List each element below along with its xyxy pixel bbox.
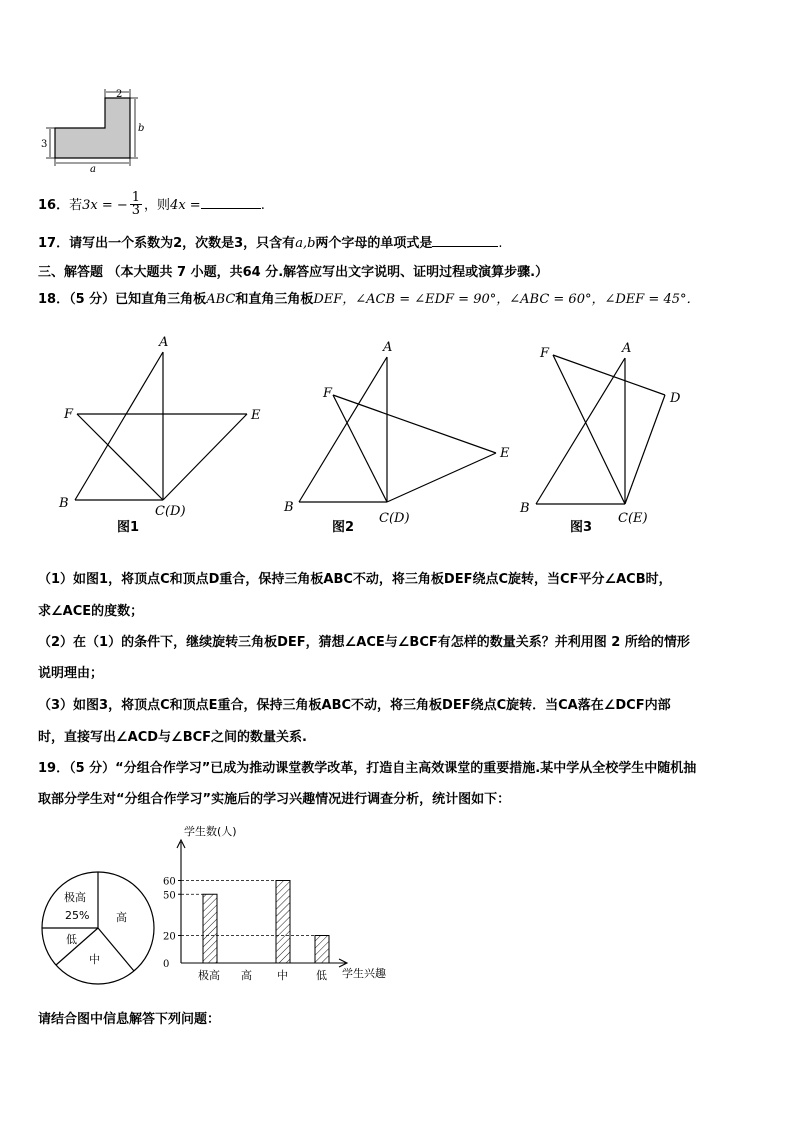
fig2-caption: 图2 <box>332 520 355 535</box>
x-tick-label-0: 极高 <box>198 969 220 982</box>
fig3-label-a: A <box>622 341 632 356</box>
y-tick-label-60: 60 <box>163 876 176 888</box>
fig3-label-d: D <box>670 391 681 406</box>
label-left: 3 <box>41 139 48 150</box>
chart-marks <box>163 877 329 983</box>
q18-t2: DEF <box>313 292 343 307</box>
q18-part3-line2: 时，直接写出∠ACD与∠BCF之间的数量关系. <box>38 730 307 745</box>
q17-text-b: 两个字母的单项式是 <box>315 236 433 251</box>
fig2-label-cd: C(D) <box>379 511 410 526</box>
q16-end: . <box>260 198 265 213</box>
fig1-caption: 图1 <box>117 520 140 535</box>
q19-line2: 取部分学生对“分组合作学习”实施后的学习兴趣情况进行调查分析，统计图如下： <box>38 792 511 807</box>
q18-number: 18． <box>38 292 70 307</box>
bar-3 <box>315 936 329 964</box>
bar-chart-ylabel: 学生数(人) <box>184 825 237 838</box>
question-16 <box>38 190 265 218</box>
question-18 <box>38 291 700 309</box>
q19-line1: “分组合作学习”已成为推动课堂教学改革，打造自主高效课堂的重要措施.某中学从全校学生中随机抽 <box>115 761 697 776</box>
pie-label-25pct: 25% <box>65 909 90 922</box>
q16-expr2: 4x = <box>170 198 201 213</box>
q18-score: （5 分） <box>69 292 116 307</box>
y-tick-label-0: 0 <box>163 959 170 970</box>
bar-chart <box>160 820 400 985</box>
label-bottom: a <box>90 164 96 172</box>
fig1-label-f: F <box>64 407 74 422</box>
q18-part1-line2: 求∠ACE的度数； <box>38 604 144 619</box>
l-shape-figure <box>38 86 153 172</box>
q18-part2-line1: （2）在（1）的条件下，继续旋转三角板DEF，猜想∠ACE与∠BCF有怎样的数量关系？并利用图 2 所给的情形 <box>38 635 690 650</box>
q16-frac-num: 1 <box>131 190 141 205</box>
q17-answer-blank[interactable] <box>432 234 498 247</box>
y-tick-label-20: 20 <box>163 931 176 943</box>
q18-cond: ，∠ACB = ∠EDF = 90°，∠ABC = 60°，∠DEF = 45°． <box>342 292 700 307</box>
label-top: 2 <box>116 89 123 100</box>
fig2-label-b: B <box>284 500 294 515</box>
bar-0 <box>203 894 217 963</box>
figure-1 <box>55 332 275 537</box>
fig3-label-f: F <box>540 346 550 361</box>
q18-part3-line1: （3）如图3，将顶点C和顶点E重合，保持三角板ABC不动，将三角板DEF绕点C旋转．当CA落在∠DCF内部 <box>38 698 671 713</box>
q16-expr: 3x = − <box>82 198 128 213</box>
x-tick-label-1: 高 <box>241 969 252 982</box>
label-right: b <box>138 123 145 134</box>
figure-3 <box>518 332 698 537</box>
fig1-label-a: A <box>159 335 169 350</box>
bar-2 <box>276 881 290 964</box>
q18-text-a: 已知直角三角板 <box>115 292 207 307</box>
fig3-label-ce: C(E) <box>618 511 648 526</box>
q17-end: . <box>498 236 503 251</box>
q17-text-a: 请写出一个系数为2，次数是3，只含有 <box>69 236 296 251</box>
fig3-label-b: B <box>520 501 530 516</box>
q19-score: （5 分） <box>69 761 116 776</box>
fig1-label-b: B <box>59 496 69 511</box>
y-tick-label-50: 50 <box>163 890 176 902</box>
pie-label-low: 低 <box>66 933 77 946</box>
pie-label-mid: 中 <box>89 953 100 966</box>
q18-part1-line1: （1）如图1，将顶点C和顶点D重合，保持三角板ABC不动，将三角板DEF绕点C旋转，当CF平分∠ACB时， <box>38 572 672 587</box>
fig3-caption: 图3 <box>570 520 593 535</box>
q17-vars: a,b <box>295 236 316 251</box>
q16-text-a: 若 <box>69 198 83 213</box>
pie-label-very-high: 极高 <box>64 891 86 904</box>
q16-text-b: ，则 <box>144 198 171 213</box>
question-19 <box>38 760 696 778</box>
section-3-heading: 三、解答题 （本大题共 7 小题，共64 分.解答应写出文字说明、证明过程或演算步骤.） <box>38 265 549 280</box>
q18-t1: ABC <box>206 292 236 307</box>
fig1-label-cd: C(D) <box>155 504 186 519</box>
pie-chart <box>38 868 160 990</box>
q16-fraction <box>130 192 142 217</box>
x-tick-label-3: 低 <box>316 969 327 982</box>
x-tick-label-2: 中 <box>277 969 288 982</box>
question-17 <box>38 234 503 253</box>
pie-label-high: 高 <box>116 911 127 924</box>
q16-frac-den: 3 <box>131 203 141 218</box>
q19-closing: 请结合图中信息解答下列问题： <box>38 1012 221 1027</box>
figure-2 <box>280 332 520 537</box>
fig2-label-f: F <box>323 386 333 401</box>
fig2-label-e: E <box>500 446 510 461</box>
q16-number: 16． <box>38 198 70 213</box>
q16-answer-blank[interactable] <box>201 196 261 209</box>
q18-text-b: 和直角三角板 <box>235 292 314 307</box>
fig2-label-a: A <box>383 340 393 355</box>
q18-part2-line2: 说明理由； <box>38 666 104 681</box>
q17-number: 17． <box>38 236 70 251</box>
q19-number: 19． <box>38 761 70 776</box>
fig1-label-e: E <box>251 408 261 423</box>
bar-chart-xlabel: 学生兴趣 <box>342 967 386 980</box>
